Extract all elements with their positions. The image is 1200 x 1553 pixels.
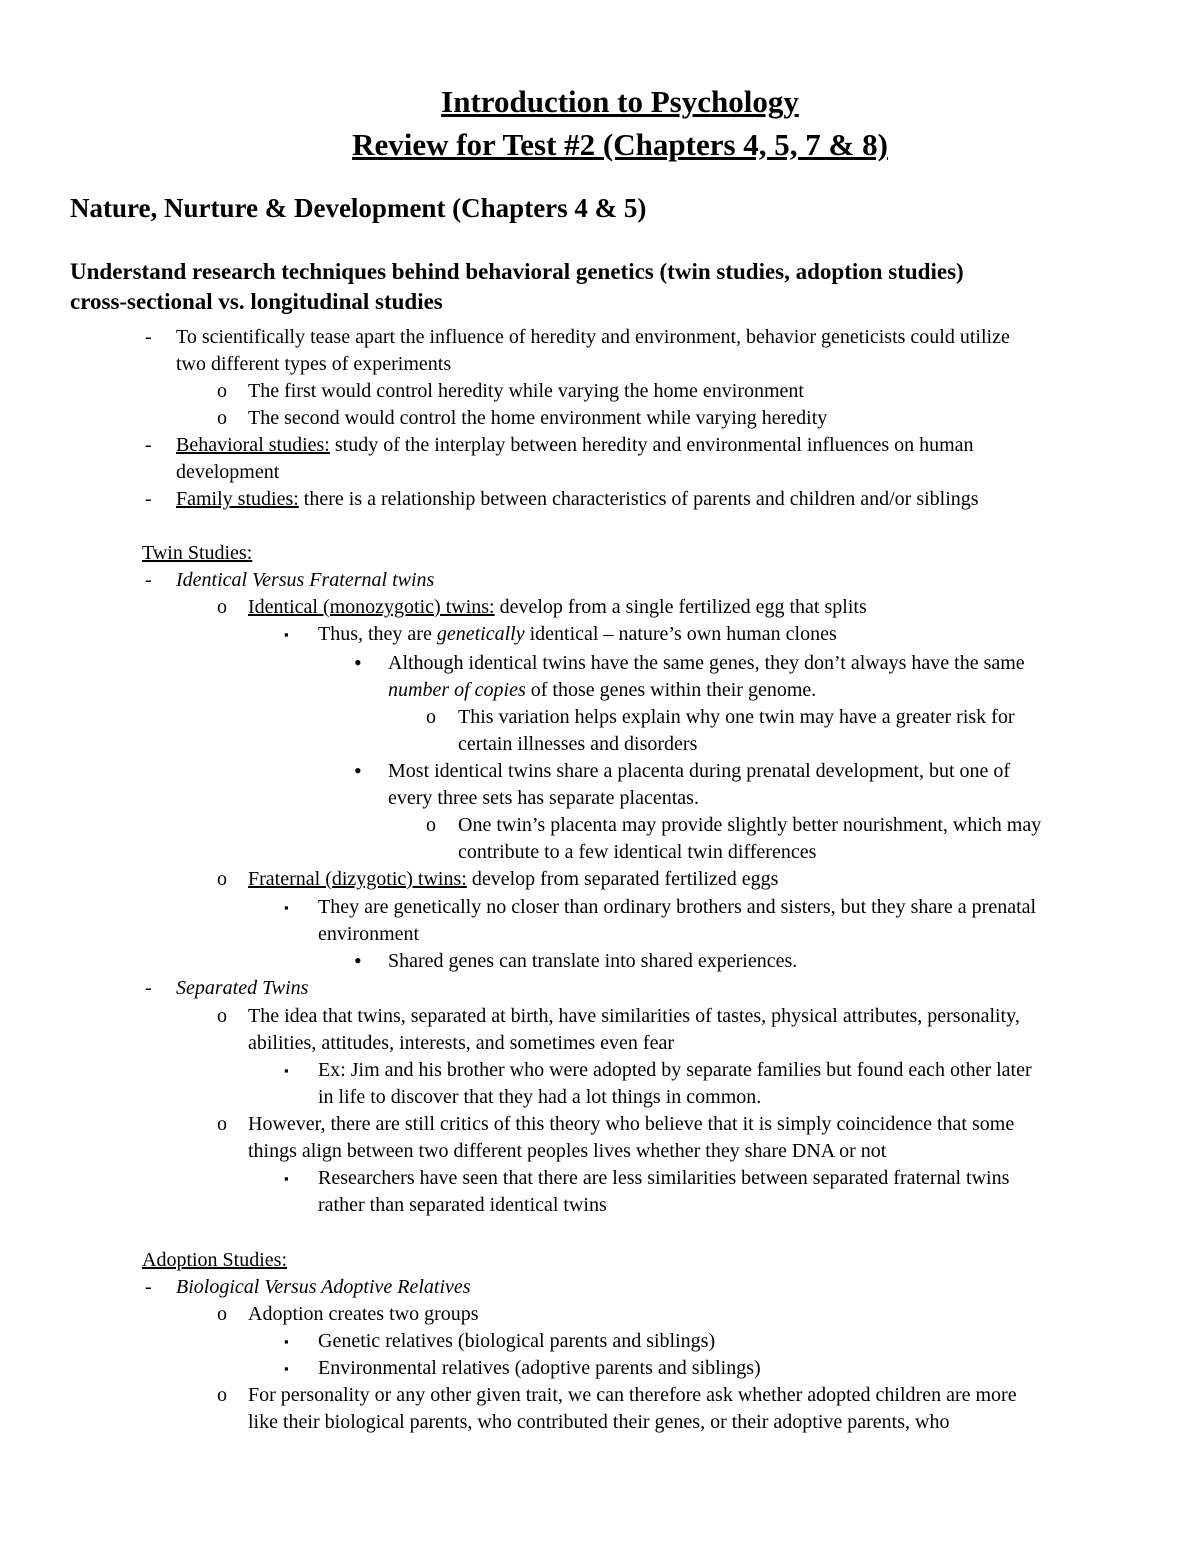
researchers-item: Researchers have seen that there are less similarities between separated fraternal twins bbox=[318, 1167, 1010, 1189]
circle-marker: o bbox=[217, 1303, 227, 1325]
fraternal-twins-term: Fraternal (dizygotic) twins: bbox=[248, 868, 467, 890]
genetically-identical-item: Thus, they are genetically identical – nature’s own human clones bbox=[318, 623, 837, 645]
personality-item: For personality or any other given trait, we can therefore ask whether adopted children are more bbox=[248, 1384, 1017, 1406]
jim-example-continued: in life to discover that they had a lot things in common. bbox=[318, 1086, 762, 1108]
biological-vs-adoptive: Biological Versus Adoptive Relatives bbox=[176, 1276, 471, 1298]
family-studies-item: Family studies: there is a relationship between characteristics of parents and children and/or siblings bbox=[176, 488, 979, 510]
shared-genes-item: Shared genes can translate into shared experiences. bbox=[388, 950, 798, 972]
identical-twins-term: Identical (monozygotic) twins: bbox=[248, 596, 495, 618]
adoption-studies-heading: Adoption Studies: bbox=[142, 1249, 288, 1271]
intro-subitem: The second would control the home environment while varying heredity bbox=[248, 407, 828, 429]
circle-marker: o bbox=[217, 1005, 227, 1027]
placenta-item: Most identical twins share a placenta during prenatal development, but one of bbox=[388, 760, 1011, 782]
critics-continued: things align between two different peoples lives whether they share DNA or not bbox=[248, 1140, 887, 1162]
circle-marker: o bbox=[217, 1384, 227, 1406]
genetic-closeness-continued: environment bbox=[318, 923, 420, 945]
variation-item: This variation helps explain why one twin may have a greater risk for bbox=[458, 706, 1015, 728]
same-genes-continued: number of copies of those genes within their genome. bbox=[388, 679, 817, 701]
intro-line: To scientifically tease apart the influence of heredity and environment, behavior geneticists could utilize bbox=[176, 326, 1010, 348]
intro-line: two different types of experiments bbox=[176, 353, 452, 375]
square-marker: ▪ bbox=[284, 1334, 289, 1349]
nourishment-item: One twin’s placenta may provide slightly better nourishment, which may bbox=[458, 814, 1042, 836]
jim-example-item: Ex: Jim and his brother who were adopted by separate families but found each other later bbox=[318, 1059, 1032, 1081]
dash-marker: - bbox=[145, 977, 152, 999]
circle-marker: o bbox=[217, 380, 227, 402]
environmental-relatives-item: Environmental relatives (adoptive parents and siblings) bbox=[318, 1357, 761, 1379]
two-groups-item: Adoption creates two groups bbox=[248, 1303, 479, 1325]
square-marker: ▪ bbox=[284, 900, 289, 915]
square-marker: ▪ bbox=[284, 1171, 289, 1186]
dash-marker: - bbox=[145, 326, 152, 348]
separated-idea-item: The idea that twins, separated at birth, have similarities of tastes, physical attributes, personality, bbox=[248, 1005, 1020, 1027]
square-marker: ▪ bbox=[284, 1361, 289, 1376]
variation-continued: certain illnesses and disorders bbox=[458, 733, 698, 755]
circle-marker: o bbox=[217, 868, 227, 890]
dash-marker: - bbox=[145, 1276, 152, 1298]
intro-subitem: The first would control heredity while varying the home environment bbox=[248, 380, 804, 402]
bullet-marker: • bbox=[354, 650, 362, 675]
bullet-marker: • bbox=[354, 758, 362, 783]
identical-twins-item: Identical (monozygotic) twins: develop from a single fertilized egg that splits bbox=[248, 596, 867, 618]
circle-marker: o bbox=[217, 1113, 227, 1135]
researchers-continued: rather than separated identical twins bbox=[318, 1194, 607, 1216]
square-marker: ▪ bbox=[284, 627, 289, 642]
circle-marker: o bbox=[217, 596, 227, 618]
document-title: Introduction to Psychology bbox=[441, 84, 799, 119]
square-marker: ▪ bbox=[284, 1063, 289, 1078]
genetic-closeness-item: They are genetically no closer than ordinary brothers and sisters, but they share a prenatal bbox=[318, 896, 1037, 918]
circle-marker: o bbox=[426, 814, 436, 836]
topic-heading-line2: cross-sectional vs. longitudinal studies bbox=[70, 289, 443, 314]
dash-marker: - bbox=[145, 488, 152, 510]
circle-marker: o bbox=[426, 706, 436, 728]
same-genes-item: Although identical twins have the same genes, they don’t always have the same bbox=[388, 652, 1025, 674]
behavioral-studies-term: Behavioral studies: bbox=[176, 434, 330, 456]
separated-twins: Separated Twins bbox=[176, 977, 309, 999]
placenta-continued: every three sets has separate placentas. bbox=[388, 787, 699, 809]
identical-vs-fraternal: Identical Versus Fraternal twins bbox=[176, 569, 435, 591]
circle-marker: o bbox=[217, 407, 227, 429]
behavioral-studies-continued: development bbox=[176, 461, 280, 483]
critics-item: However, there are still critics of this theory who believe that it is simply coincidence that some bbox=[248, 1113, 1015, 1135]
behavioral-studies-item: Behavioral studies: study of the interplay between heredity and environmental influences on human bbox=[176, 434, 974, 456]
fraternal-twins-item: Fraternal (dizygotic) twins: develop from separated fertilized eggs bbox=[248, 868, 779, 890]
dash-marker: - bbox=[145, 569, 152, 591]
twin-studies-heading: Twin Studies: bbox=[142, 542, 253, 564]
nourishment-continued: contribute to a few identical twin differences bbox=[458, 841, 817, 863]
bullet-marker: • bbox=[354, 948, 362, 973]
personality-continued: like their biological parents, who contributed their genes, or their adoptive parents, who bbox=[248, 1411, 950, 1433]
section-heading: Nature, Nurture & Development (Chapters 4 & 5) bbox=[70, 193, 647, 223]
family-studies-term: Family studies: bbox=[176, 488, 299, 510]
dash-marker: - bbox=[145, 434, 152, 456]
separated-idea-continued: abilities, attitudes, interests, and sometimes even fear bbox=[248, 1032, 674, 1054]
topic-heading-line1: Understand research techniques behind behavioral genetics (twin studies, adoption studies) bbox=[70, 259, 964, 284]
document-subtitle: Review for Test #2 (Chapters 4, 5, 7 & 8) bbox=[352, 127, 888, 162]
genetic-relatives-item: Genetic relatives (biological parents and siblings) bbox=[318, 1330, 716, 1352]
